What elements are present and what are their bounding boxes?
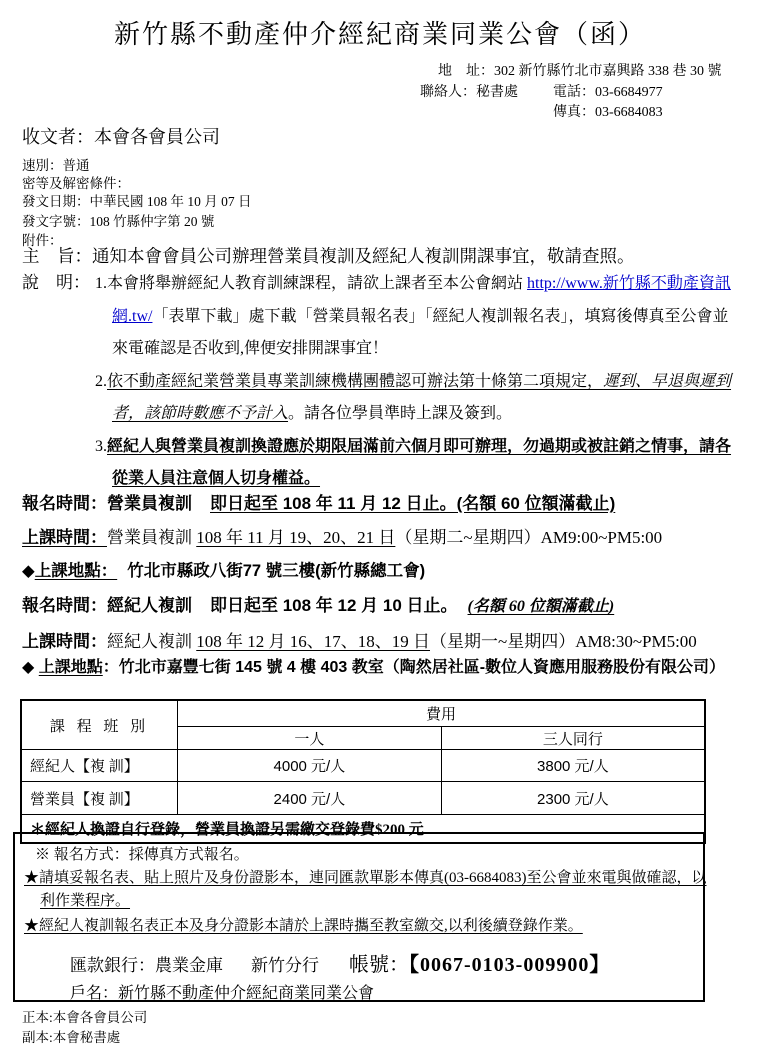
class-dates: 108 年 12 月 16、17、18、19 日 <box>196 632 430 651</box>
reference-number-line: 發文字號：108 竹縣仲字第 20 號 <box>22 214 215 229</box>
course-type-header: 課 程 班 別 <box>21 700 178 750</box>
registration-method-line: ※ 報名方式：採傳真方式報名。 <box>35 847 249 863</box>
item-text-bold-underlined: 經紀人與營業員複訓換證應於期限屆滿前六個月即可辦理，勿過期或被註銷之情事，請各從業人員注意個人切身權益。 <box>107 437 732 487</box>
fee-cell: 2400 元/人 <box>178 782 442 815</box>
fee-table <box>20 699 706 844</box>
location-value: 竹北市縣政八街77 號三樓(新竹縣總工會) <box>127 562 426 580</box>
explanation-label: 說 明： <box>22 273 90 292</box>
explanation-item-1 <box>95 268 736 366</box>
notice-star-2: ★經紀人複訓報名表正本及身分證影本請於上課時攜至教室繳交,以利後續登錄作業。 <box>24 918 583 934</box>
explanation-item-2 <box>95 366 736 431</box>
delivery-speed-line: 速別：普通 <box>22 158 90 173</box>
item-text: 「表單下載」處下載「營業員報名表」「經紀人複訓報名表」，填寫後傳真至公會並來電確認是否收到,俾便安排開課事宜！ <box>112 307 729 357</box>
registration-time-sales-line <box>22 489 615 514</box>
item-number: 3. <box>95 437 107 455</box>
account-holder-line: 戶名：新竹縣不動產仲介經紀商業同業公會 <box>70 985 375 1002</box>
table-footnote: ＊經紀人換證自行登錄，營業員換證另需繳交登錄費$200 元 <box>21 815 705 844</box>
footer-original-copy: 正本:本會各會員公司 <box>22 1010 148 1025</box>
fax-number: 傳真：03-6684083 <box>553 105 663 120</box>
class-time-label: 上課時間： <box>22 632 107 651</box>
fee-header: 費用 <box>178 700 706 727</box>
course-name: 營業員複訓 <box>107 528 197 547</box>
table-header-row <box>21 700 705 727</box>
table-row <box>21 750 705 782</box>
registration-deadline: 即日起至 108 年 12 月 10 日止。 <box>210 596 458 615</box>
quota-note: (名額 60 位額滿截止) <box>467 598 615 615</box>
table-row <box>21 782 705 815</box>
org-address: 地 址：302 新竹縣竹北市嘉興路 338 巷 30 號 <box>438 64 722 79</box>
location-value: ：竹北市嘉豐七街 145 號 4 樓 403 教室（陶然居社區-數位人資應用服務股份有限公司） <box>102 659 726 676</box>
class-dates: 108 年 11 月 19、20、21 日 <box>196 528 396 547</box>
association-website-link[interactable]: http://www.新竹縣不動產資訊網.tw/ <box>112 275 731 325</box>
explanation-section <box>22 268 736 496</box>
issue-date-line: 發文日期：中華民國 108 年 10 月 07 日 <box>22 194 252 209</box>
notice-box <box>13 832 705 1002</box>
course-name: 經紀人複訓 <box>107 632 197 651</box>
security-class-line: 密等及解密條件： <box>22 176 130 191</box>
registration-deadline: 即日起至 108 年 11 月 12 日止。(名額 60 位額滿截止) <box>210 494 616 513</box>
class-time-label: 上課時間： <box>22 528 107 547</box>
course-name-cell: 經紀人【複 訓】 <box>21 750 178 782</box>
attachment-line: 附件： <box>22 233 63 248</box>
bank-info-line <box>70 948 610 977</box>
bank-branch: 新竹分行 <box>251 956 319 975</box>
account-number: 【0067-0103-009900】 <box>409 954 611 976</box>
class-location-sales-line <box>22 557 425 581</box>
item-text-italic-underlined: 遲到、早退與遲到者，該節時數應不予計入 <box>112 372 732 422</box>
page-title: 新竹縣不動產仲介經紀商業同業公會（函） <box>113 20 646 49</box>
notice-text: ★請填妥報名表、貼上照片及身份證影本，連同匯款單影本傳真(03-6684083)至公會並來電與做確認，以利作業程序。 <box>24 870 707 909</box>
subject-line: 主 旨：通知本會會員公司辦理營業員複訓及經紀人複訓開課事宜，敬請查照。 <box>22 246 635 266</box>
fee-cell: 2300 元/人 <box>441 782 705 815</box>
item-text-underlined: 依不動產經紀業營業員專業訓練機構團體認可辦法第十條第二項規定， <box>107 372 604 390</box>
class-time-sales-line <box>22 523 662 548</box>
course-name-cell: 營業員【複 訓】 <box>21 782 178 815</box>
class-time-broker-line <box>22 627 697 652</box>
item-text: 本會將舉辦經紀人教育訓練課程，請欲上課者至本公會網站 <box>107 275 528 292</box>
recipient-line: 收文者：本會各會員公司 <box>22 127 220 147</box>
account-label: 帳號： <box>349 954 409 976</box>
class-hours: （星期二~星期四）AM9:00~PM5:00 <box>395 528 663 547</box>
phone-number: 電話：03-6684977 <box>553 85 663 100</box>
bank-name: 匯款銀行：農業金庫 <box>70 956 223 975</box>
footer-duplicate-copy: 副本:本會秘書處 <box>22 1030 121 1045</box>
diamond-bullet-icon: ◆ <box>22 659 39 676</box>
contact-person: 聯絡人：秘書處 <box>420 85 518 100</box>
diamond-bullet-icon: ◆ <box>22 562 35 580</box>
class-location-broker-line <box>22 654 725 677</box>
group-header: 三人同行 <box>441 727 705 750</box>
registration-time-broker-line <box>22 591 614 616</box>
class-hours: （星期一~星期四）AM8:30~PM5:00 <box>430 632 697 651</box>
item-number: 2. <box>95 372 107 390</box>
notice-star-1 <box>24 867 712 913</box>
location-label: 上課地點 <box>38 659 103 676</box>
registration-label: 報名時間：營業員複訓 <box>22 494 192 513</box>
explanation-item-3 <box>95 431 736 496</box>
item-text: 。請各位學員準時上課及簽到。 <box>288 405 513 422</box>
item-number: 1. <box>95 275 107 292</box>
fee-cell: 4000 元/人 <box>178 750 442 782</box>
location-label: 上課地點： <box>34 562 118 580</box>
fee-cell: 3800 元/人 <box>441 750 705 782</box>
registration-label: 報名時間：經紀人複訓 <box>22 596 192 615</box>
single-person-header: 一人 <box>178 727 442 750</box>
